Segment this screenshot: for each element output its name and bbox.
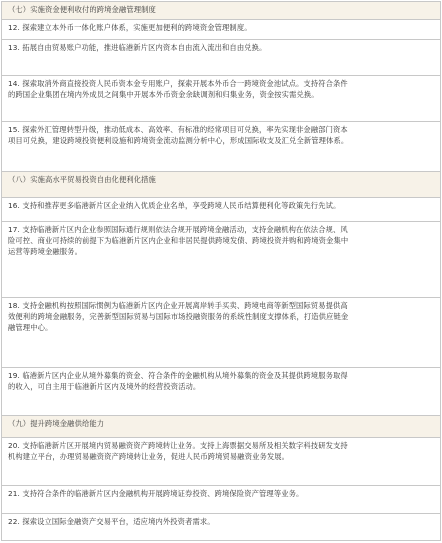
row-text: 15. 探索外汇管理转型升级，推动低成本、高效率、有标准的经常项目可兑换，率先实现非金融部门资本 项目可兑换，建设跨境投资便利设施和跨境资金流动监测分析中心，形成国际收支及汇兑全新管理体系。 (8, 125, 349, 145)
table-row (2, 40, 440, 76)
table-row (2, 486, 440, 514)
table-row (2, 222, 440, 298)
section-heading (2, 2, 440, 20)
row-text: 22. 探索设立国际金融资产交易平台，适应境内外投资者需求。 (8, 517, 215, 526)
row-text: 21. 支持符合条件的临港新片区内金融机构开展跨境证券投资、跨境保险资产管理等业务。 (8, 489, 304, 498)
row-text: 18. 支持金融机构按照国际惯例为临港新片区内企业开展离岸转手买卖、跨境电商等新型国际贸易提供高 效便利的跨境金融服务，完善新型国际贸易与国际市场投融资服务的系统性制度支撑体系，打造供应链金 融管理中心。 (8, 301, 349, 332)
row-text: 14. 探索取消外商直接投资人民币资本金专用账户，探索开展本外币合一跨境资金池试点。支持符合条件 的跨国企业集团在境内外成员之间集中开展本外币资金余缺调剂和归集业务，资金按实需兑换。 (8, 79, 348, 99)
table-row (2, 438, 440, 486)
row-text: 12. 探索建立本外币一体化账户体系，实施更加便利的跨境资金管理制度。 (8, 23, 252, 32)
row-text: 16. 支持和推荐更多临港新片区企业纳入优质企业名单，享受跨境人民币结算便利化等政策先行先试。 (8, 201, 341, 210)
row-text: 17. 支持临港新片区内企业参照国际通行规则依法合规开展跨境金融活动，支持金融机构在依法合规、风 险可控、商业可持续的前提下为临港新片区内企业和非居民提供跨境发债、跨境投资并购和跨境资金集中 运营等跨境金融服务。 (8, 225, 349, 256)
table-row (2, 20, 440, 40)
section-heading-text: （七）实施资金便利收付的跨境金融管理制度 (8, 5, 156, 14)
table-row (2, 198, 440, 222)
table-row (2, 122, 440, 172)
section-heading-text: （八）实施高水平贸易投资自由化便利化措施 (8, 175, 156, 184)
table-row (2, 298, 440, 368)
policy-table (1, 1, 441, 541)
section-heading-text: （九）提升跨境金融供给能力 (8, 419, 105, 428)
section-heading (2, 172, 440, 198)
table-row (2, 514, 440, 540)
row-text: 20. 支持临港新片区开展境内贸易融资资产跨境转让业务。支持上海票据交易所及相关数字科技研发支持 机构建立平台，办理贸易融资资产跨境转让业务，促进人民币跨境贸易融资业务发展。 (8, 441, 348, 461)
table-row (2, 76, 440, 122)
table-row (2, 368, 440, 416)
row-text: 13. 拓展自由贸易账户功能，推进临港新片区内资本自由流入流出和自由兑换。 (8, 43, 267, 52)
row-text: 19. 临港新片区内企业从境外募集的资金、符合条件的金融机构从境外募集的资金及其提供跨境服务取得 的收入，可自主用于临港新片区内及境外的经营投资活动。 (8, 371, 348, 391)
section-heading (2, 416, 440, 438)
